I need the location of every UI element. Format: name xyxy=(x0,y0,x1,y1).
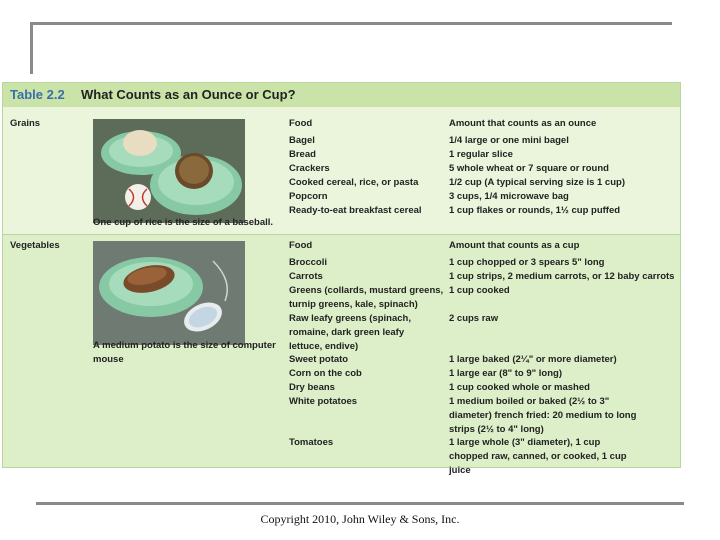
table-row: Ready-to-eat breakfast cereal xyxy=(289,205,422,216)
table-row: 1 large whole (3" diameter), 1 cup chopped raw, canned, or cooked, 1 cup juice xyxy=(449,437,627,476)
table-row: 5 whole wheat or 7 square or round xyxy=(449,163,609,174)
table-row: 1 large baked (2¼" or more diameter) xyxy=(449,354,617,365)
table-row: 2 cups raw xyxy=(449,313,499,324)
table-row: White potatoes xyxy=(289,396,358,407)
table-row: Sweet potato xyxy=(289,354,349,365)
table-row: Bagel xyxy=(289,135,315,146)
rice-baseball-photo xyxy=(93,119,245,223)
table-row: 1 cup cooked whole or mashed xyxy=(449,382,590,393)
table-row: Tomatoes xyxy=(289,437,334,448)
table-title: What Counts as an Ounce or Cup? xyxy=(81,87,296,102)
grains-caption: One cup of rice is the size of a baseball. xyxy=(93,217,274,228)
table-row: 1/2 cup (A typical serving size is 1 cup) xyxy=(449,177,625,188)
copyright-notice: Copyright 2010, John Wiley & Sons, Inc. xyxy=(260,512,460,526)
vegetables-caption: A medium potato is the size of computer mouse xyxy=(93,340,276,365)
table-row: Broccoli xyxy=(289,257,328,268)
table-row: 1 large ear (8" to 9" long) xyxy=(449,368,563,379)
table-row: Greens (collards, mustard greens, turnip greens, kale, spinach) xyxy=(289,285,444,310)
table-row: 1/4 large or one mini bagel xyxy=(449,135,569,146)
table-row: 1 cup flakes or rounds, 1½ cup puffed xyxy=(449,205,621,216)
table-row: Corn on the cob xyxy=(289,368,362,379)
table-row: 3 cups, 1/4 microwave bag xyxy=(449,191,569,202)
table-row: 1 cup cooked xyxy=(449,285,510,296)
vegetables-amount-header: Amount that counts as a cup xyxy=(449,240,580,251)
table-row: 1 cup strips, 2 medium carrots, or 12 baby carrots xyxy=(449,271,675,282)
potato-mouse-photo xyxy=(93,241,245,345)
table-row: 1 cup chopped or 3 spears 5" long xyxy=(449,257,605,268)
table-row: Cooked cereal, rice, or pasta xyxy=(289,177,419,188)
table-row: Dry beans xyxy=(289,382,335,393)
vegetables-category: Vegetables xyxy=(10,240,60,251)
vegetables-food-header: Food xyxy=(289,240,313,251)
table-title-bar xyxy=(3,83,680,107)
grains-food-header: Food xyxy=(289,118,313,129)
table-number: Table 2.2 xyxy=(10,87,65,102)
slide-frame-left xyxy=(30,22,33,74)
table-row: Carrots xyxy=(289,271,323,282)
table-row: Popcorn xyxy=(289,191,328,202)
slide-frame-top xyxy=(30,22,672,25)
serving-size-table xyxy=(2,82,681,476)
table-row: Bread xyxy=(289,149,316,160)
table-row: 1 medium boiled or baked (2½ to 3" diameter) french fried: 20 medium to long strips (2½ to 4" long) xyxy=(449,396,637,435)
grains-amount-header: Amount that counts as an ounce xyxy=(449,118,597,129)
grains-category: Grains xyxy=(10,118,41,129)
table-row: Raw leafy greens (spinach, romaine, dark green leafy lettuce, endive) xyxy=(289,313,411,352)
footer-rule xyxy=(36,502,684,505)
table-row: 1 regular slice xyxy=(449,149,513,160)
table-row: Crackers xyxy=(289,163,330,174)
